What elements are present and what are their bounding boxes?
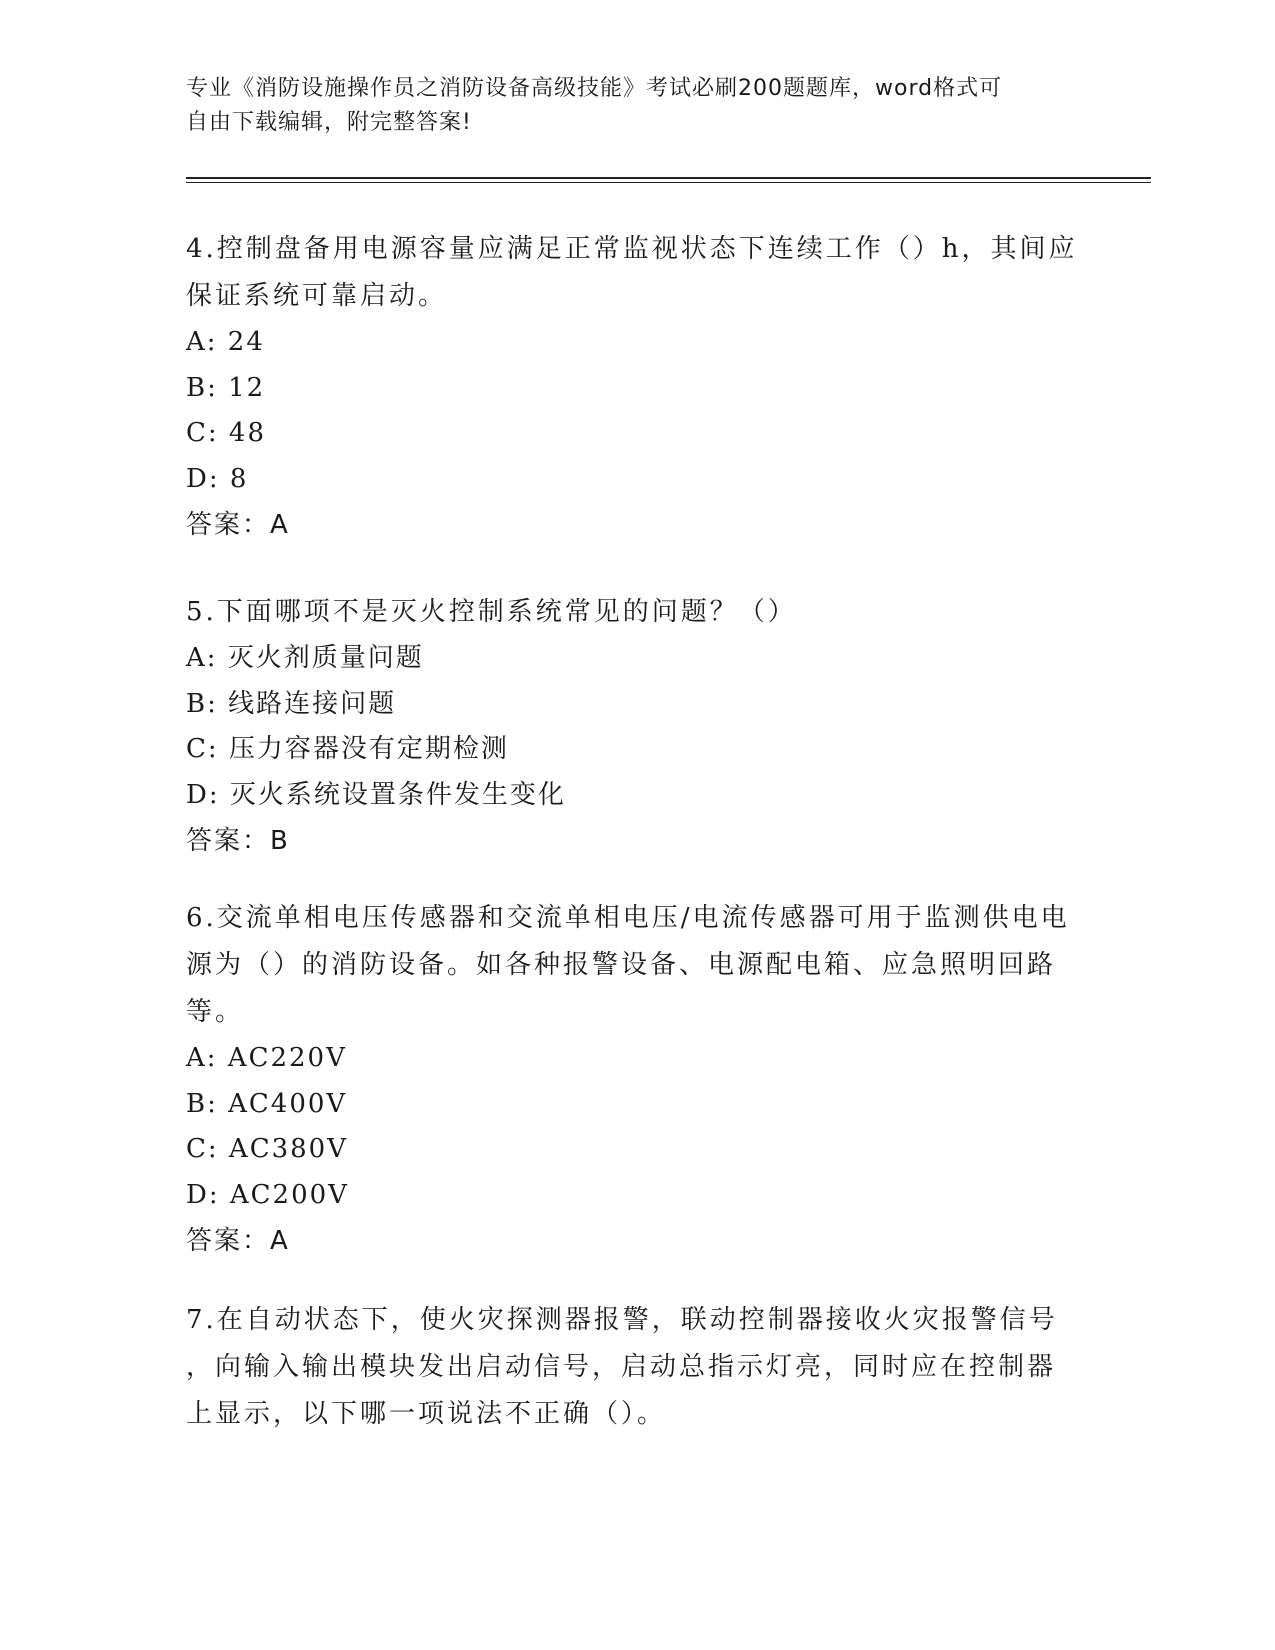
question-stem-line: 保证系统可靠启动。 [186, 281, 448, 311]
option-a: A: 灭火剂质量问题 [186, 643, 424, 673]
header-line-2: 自由下载编辑，附完整答案! [186, 110, 472, 135]
question-6 [186, 895, 1086, 1264]
option-b: B: 线路连接问题 [186, 688, 397, 719]
question-stem-line: 等。 [186, 997, 245, 1027]
option-d: D: 灭火系统设置条件发生变化 [186, 779, 566, 810]
question-5 [186, 589, 1086, 864]
question-stem-line: 7.在自动状态下，使火灾探测器报警，联动控制器接收火灾报警信号 [186, 1305, 1058, 1335]
question-7 [186, 1297, 1086, 1438]
question-stem-line: 4.控制盘备用电源容量应满足正常监视状态下连续工作（）h，其间应 [186, 234, 1078, 264]
header-line-1: 专业《消防设施操作员之消防设备高级技能》考试必刷200题题库，word格式可 [186, 76, 1003, 101]
header-divider-thick [186, 177, 1151, 179]
option-c: C: 压力容器没有定期检测 [186, 734, 509, 764]
question-stem-line: ，向输入输出模块发出启动信号，启动总指示灯亮，同时应在控制器 [186, 1352, 1057, 1382]
option-d: D: 8 [186, 463, 249, 494]
document-header [186, 72, 1086, 140]
question-stem-line: 上显示，以下哪一项说法不正确（）。 [186, 1399, 667, 1429]
question-stem-line: 源为（）的消防设备。如各种报警设备、电源配电箱、应急照明回路 [186, 950, 1057, 980]
option-a: A: 24 [186, 327, 265, 357]
answer-line: 答案：A [186, 510, 290, 540]
option-d: D: AC200V [186, 1179, 349, 1210]
answer-line: 答案：B [186, 826, 290, 856]
option-c: C: AC380V [186, 1134, 348, 1164]
question-stem-line: 5.下面哪项不是灭火控制系统常见的问题？（） [186, 597, 797, 627]
answer-line: 答案：A [186, 1226, 290, 1256]
header-divider-thin [186, 182, 1151, 183]
option-c: C: 48 [186, 418, 267, 448]
option-b: B: AC400V [186, 1088, 348, 1119]
option-a: A: AC220V [186, 1043, 347, 1073]
option-b: B: 12 [186, 372, 266, 403]
question-stem-line: 6.交流单相电压传感器和交流单相电压/电流传感器可用于监测供电电 [186, 903, 1070, 933]
question-4 [186, 226, 1086, 548]
